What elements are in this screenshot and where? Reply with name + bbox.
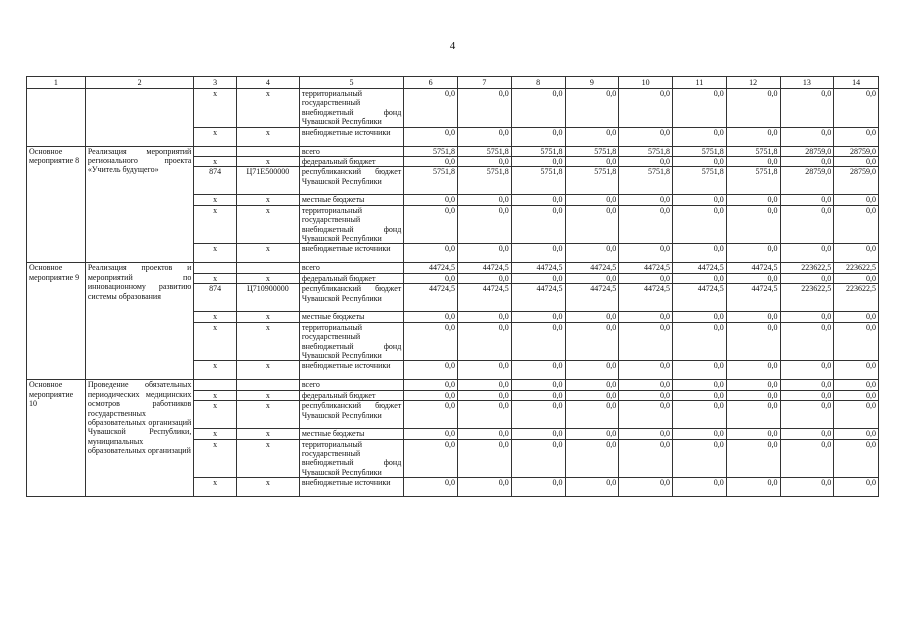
value-cell: 5751,8	[511, 146, 565, 156]
value-cell: 0,0	[565, 322, 619, 361]
value-cell: 0,0	[565, 439, 619, 478]
value-cell: 44724,5	[726, 284, 780, 312]
funding-source: федеральный бюджет	[299, 273, 403, 283]
budget-code	[236, 146, 299, 156]
event-status: Основное мероприятие 8	[27, 146, 86, 263]
value-cell: 0,0	[673, 244, 727, 263]
value-cell: 0,0	[565, 244, 619, 263]
value-cell: 0,0	[511, 205, 565, 244]
budget-code: x	[236, 322, 299, 361]
value-cell: 0,0	[619, 322, 673, 361]
value-cell: 0,0	[834, 401, 879, 429]
value-cell: 28759,0	[834, 146, 879, 156]
funding-source: местные бюджеты	[299, 195, 403, 205]
value-cell: 5751,8	[726, 167, 780, 195]
value-cell: 0,0	[458, 195, 512, 205]
responsible-code: x	[194, 273, 237, 283]
funding-source: внебюджетные источники	[299, 127, 403, 146]
value-cell: 0,0	[726, 401, 780, 429]
value-cell: 0,0	[780, 322, 834, 361]
funding-source: всего	[299, 263, 403, 273]
responsible-code: x	[194, 205, 237, 244]
column-number: 1	[27, 77, 86, 89]
value-cell: 0,0	[834, 322, 879, 361]
value-cell: 0,0	[404, 312, 458, 322]
value-cell: 0,0	[565, 390, 619, 400]
responsible-code: x	[194, 429, 237, 439]
column-number: 3	[194, 77, 237, 89]
value-cell: 0,0	[834, 127, 879, 146]
value-cell: 44724,5	[404, 263, 458, 273]
value-cell: 0,0	[565, 380, 619, 390]
table-row	[27, 89, 879, 128]
column-number: 12	[726, 77, 780, 89]
funding-source: территориальный государственный внебюджетный фонд Чувашской Республики	[299, 205, 403, 244]
responsible-code: x	[194, 401, 237, 429]
value-cell: 0,0	[619, 401, 673, 429]
value-cell: 0,0	[726, 380, 780, 390]
value-cell: 0,0	[726, 195, 780, 205]
budget-code: x	[236, 312, 299, 322]
value-cell: 0,0	[404, 429, 458, 439]
value-cell: 0,0	[565, 401, 619, 429]
value-cell: 0,0	[726, 478, 780, 497]
budget-code: x	[236, 439, 299, 478]
value-cell: 223622,5	[780, 263, 834, 273]
value-cell: 0,0	[458, 312, 512, 322]
value-cell: 5751,8	[673, 146, 727, 156]
value-cell: 0,0	[834, 89, 879, 128]
value-cell: 28759,0	[780, 167, 834, 195]
value-cell: 0,0	[780, 127, 834, 146]
value-cell: 0,0	[780, 273, 834, 283]
table-header	[27, 77, 879, 89]
value-cell: 0,0	[780, 429, 834, 439]
value-cell: 0,0	[511, 312, 565, 322]
value-cell: 44724,5	[673, 284, 727, 312]
value-cell: 0,0	[834, 312, 879, 322]
value-cell: 44724,5	[565, 284, 619, 312]
value-cell: 0,0	[673, 322, 727, 361]
value-cell: 0,0	[619, 195, 673, 205]
value-cell: 0,0	[619, 89, 673, 128]
value-cell: 0,0	[458, 157, 512, 167]
budget-code: x	[236, 195, 299, 205]
value-cell: 0,0	[673, 195, 727, 205]
value-cell: 0,0	[834, 361, 879, 380]
value-cell: 0,0	[404, 361, 458, 380]
value-cell: 0,0	[565, 127, 619, 146]
table-row	[27, 146, 879, 156]
value-cell: 5751,8	[726, 146, 780, 156]
value-cell: 0,0	[780, 89, 834, 128]
value-cell: 0,0	[619, 478, 673, 497]
value-cell: 0,0	[780, 312, 834, 322]
value-cell: 0,0	[834, 390, 879, 400]
value-cell: 0,0	[726, 157, 780, 167]
budget-code: x	[236, 157, 299, 167]
value-cell: 0,0	[726, 89, 780, 128]
value-cell: 0,0	[565, 205, 619, 244]
value-cell: 44724,5	[619, 284, 673, 312]
event-status: Основное мероприятие 10	[27, 380, 86, 497]
value-cell: 0,0	[511, 322, 565, 361]
event-name	[85, 89, 194, 147]
funding-source: всего	[299, 380, 403, 390]
budget-code: x	[236, 205, 299, 244]
value-cell: 0,0	[834, 244, 879, 263]
value-cell: 0,0	[458, 244, 512, 263]
value-cell: 0,0	[404, 157, 458, 167]
event-name: Реализация мероприятий регионального проекта «Учитель будущего»	[85, 146, 194, 263]
funding-source: республиканский бюджет Чувашской Республики	[299, 284, 403, 312]
funding-source: внебюджетные источники	[299, 361, 403, 380]
value-cell: 0,0	[565, 157, 619, 167]
value-cell: 0,0	[458, 127, 512, 146]
value-cell: 0,0	[726, 205, 780, 244]
value-cell: 0,0	[458, 439, 512, 478]
value-cell: 0,0	[619, 127, 673, 146]
value-cell: 223622,5	[834, 284, 879, 312]
value-cell: 0,0	[780, 157, 834, 167]
responsible-code: x	[194, 478, 237, 497]
column-number: 2	[85, 77, 194, 89]
value-cell: 0,0	[673, 361, 727, 380]
value-cell: 0,0	[619, 205, 673, 244]
value-cell: 0,0	[511, 429, 565, 439]
responsible-code: x	[194, 312, 237, 322]
value-cell: 44724,5	[458, 284, 512, 312]
funding-source: местные бюджеты	[299, 429, 403, 439]
column-number: 6	[404, 77, 458, 89]
value-cell: 0,0	[511, 89, 565, 128]
value-cell: 0,0	[780, 439, 834, 478]
value-cell: 28759,0	[780, 146, 834, 156]
budget-code	[236, 263, 299, 273]
value-cell: 0,0	[404, 478, 458, 497]
funding-source: внебюджетные источники	[299, 478, 403, 497]
responsible-code: 874	[194, 167, 237, 195]
value-cell: 0,0	[726, 127, 780, 146]
value-cell: 0,0	[565, 429, 619, 439]
value-cell: 0,0	[404, 439, 458, 478]
column-number-row	[27, 77, 879, 89]
value-cell: 44724,5	[511, 284, 565, 312]
column-number: 7	[458, 77, 512, 89]
funding-source: территориальный государственный внебюджетный фонд Чувашской Республики	[299, 439, 403, 478]
value-cell: 0,0	[673, 401, 727, 429]
value-cell: 0,0	[619, 273, 673, 283]
value-cell: 0,0	[619, 429, 673, 439]
column-number: 9	[565, 77, 619, 89]
value-cell: 0,0	[458, 401, 512, 429]
value-cell: 0,0	[673, 429, 727, 439]
responsible-code: x	[194, 439, 237, 478]
column-number: 8	[511, 77, 565, 89]
budget-code: x	[236, 478, 299, 497]
value-cell: 0,0	[565, 312, 619, 322]
responsible-code	[194, 380, 237, 390]
value-cell: 0,0	[673, 205, 727, 244]
funding-source: внебюджетные источники	[299, 244, 403, 263]
value-cell: 0,0	[511, 439, 565, 478]
funding-source: местные бюджеты	[299, 312, 403, 322]
event-status: Основное мероприятие 9	[27, 263, 86, 380]
column-number: 5	[299, 77, 403, 89]
budget-table	[26, 76, 879, 497]
value-cell: 0,0	[619, 380, 673, 390]
value-cell: 0,0	[780, 390, 834, 400]
value-cell: 44724,5	[458, 263, 512, 273]
value-cell: 5751,8	[673, 167, 727, 195]
value-cell: 223622,5	[834, 263, 879, 273]
value-cell: 44724,5	[673, 263, 727, 273]
column-number: 13	[780, 77, 834, 89]
value-cell: 5751,8	[404, 146, 458, 156]
budget-code: x	[236, 89, 299, 128]
value-cell: 0,0	[619, 244, 673, 263]
value-cell: 0,0	[780, 478, 834, 497]
budget-code	[236, 380, 299, 390]
value-cell: 0,0	[834, 157, 879, 167]
value-cell: 0,0	[834, 195, 879, 205]
value-cell: 0,0	[834, 205, 879, 244]
value-cell: 0,0	[565, 89, 619, 128]
value-cell: 0,0	[458, 89, 512, 128]
value-cell: 0,0	[673, 273, 727, 283]
value-cell: 0,0	[404, 244, 458, 263]
table-row	[27, 380, 879, 390]
value-cell: 0,0	[565, 195, 619, 205]
funding-source: территориальный государственный внебюджетный фонд Чувашской Республики	[299, 89, 403, 128]
value-cell: 44724,5	[726, 263, 780, 273]
value-cell: 5751,8	[458, 167, 512, 195]
budget-code: x	[236, 429, 299, 439]
budget-code: x	[236, 390, 299, 400]
event-name: Реализация проектов и мероприятий по инновационному развитию системы образования	[85, 263, 194, 380]
value-cell: 44724,5	[565, 263, 619, 273]
value-cell: 5751,8	[404, 167, 458, 195]
value-cell: 0,0	[780, 195, 834, 205]
value-cell: 0,0	[458, 478, 512, 497]
value-cell: 0,0	[780, 205, 834, 244]
value-cell: 0,0	[673, 380, 727, 390]
value-cell: 0,0	[511, 273, 565, 283]
responsible-code: x	[194, 244, 237, 263]
value-cell: 0,0	[458, 205, 512, 244]
value-cell: 0,0	[673, 439, 727, 478]
value-cell: 0,0	[619, 390, 673, 400]
value-cell: 0,0	[511, 244, 565, 263]
table-body	[27, 89, 879, 497]
value-cell: 0,0	[673, 478, 727, 497]
value-cell: 0,0	[726, 390, 780, 400]
responsible-code	[194, 146, 237, 156]
value-cell: 0,0	[673, 312, 727, 322]
value-cell: 0,0	[780, 244, 834, 263]
budget-code: x	[236, 401, 299, 429]
responsible-code: x	[194, 127, 237, 146]
value-cell: 0,0	[404, 322, 458, 361]
value-cell: 0,0	[834, 429, 879, 439]
value-cell: 0,0	[565, 273, 619, 283]
value-cell: 0,0	[458, 429, 512, 439]
value-cell: 0,0	[404, 195, 458, 205]
column-number: 10	[619, 77, 673, 89]
value-cell: 0,0	[619, 361, 673, 380]
value-cell: 0,0	[404, 205, 458, 244]
value-cell: 0,0	[458, 390, 512, 400]
column-number: 11	[673, 77, 727, 89]
value-cell: 5751,8	[619, 146, 673, 156]
funding-source: республиканский бюджет Чувашской Республики	[299, 401, 403, 429]
page-number: 4	[449, 40, 456, 52]
table-row	[27, 263, 879, 273]
value-cell: 0,0	[511, 361, 565, 380]
event-name: Проведение обязательных периодических медицинских осмотров работников государственных образовательных организаций Чувашской Республики, муниципальных образовательных организаций	[85, 380, 194, 497]
value-cell: 5751,8	[565, 146, 619, 156]
budget-code: x	[236, 361, 299, 380]
responsible-code: x	[194, 89, 237, 128]
responsible-code: x	[194, 195, 237, 205]
value-cell: 0,0	[511, 478, 565, 497]
value-cell: 0,0	[511, 157, 565, 167]
value-cell: 0,0	[619, 312, 673, 322]
value-cell: 0,0	[619, 439, 673, 478]
value-cell: 0,0	[511, 401, 565, 429]
value-cell: 0,0	[673, 390, 727, 400]
value-cell: 0,0	[726, 361, 780, 380]
value-cell: 5751,8	[619, 167, 673, 195]
value-cell: 0,0	[404, 380, 458, 390]
value-cell: 0,0	[726, 322, 780, 361]
value-cell: 44724,5	[619, 263, 673, 273]
value-cell: 0,0	[726, 429, 780, 439]
value-cell: 0,0	[834, 273, 879, 283]
value-cell: 0,0	[673, 89, 727, 128]
value-cell: 0,0	[404, 127, 458, 146]
value-cell: 0,0	[726, 244, 780, 263]
value-cell: 0,0	[726, 312, 780, 322]
value-cell: 0,0	[565, 478, 619, 497]
value-cell: 5751,8	[511, 167, 565, 195]
value-cell: 0,0	[458, 361, 512, 380]
value-cell: 0,0	[565, 361, 619, 380]
event-status	[27, 89, 86, 147]
responsible-code: x	[194, 390, 237, 400]
responsible-code: x	[194, 322, 237, 361]
responsible-code: x	[194, 157, 237, 167]
responsible-code: 874	[194, 284, 237, 312]
value-cell: 5751,8	[565, 167, 619, 195]
value-cell: 0,0	[458, 380, 512, 390]
value-cell: 0,0	[511, 380, 565, 390]
budget-code: x	[236, 273, 299, 283]
column-number: 14	[834, 77, 879, 89]
value-cell: 0,0	[834, 439, 879, 478]
budget-code: x	[236, 127, 299, 146]
responsible-code	[194, 263, 237, 273]
value-cell: 5751,8	[458, 146, 512, 156]
value-cell: 0,0	[834, 478, 879, 497]
value-cell: 0,0	[404, 273, 458, 283]
value-cell: 0,0	[458, 273, 512, 283]
funding-source: территориальный государственный внебюджетный фонд Чувашской Республики	[299, 322, 403, 361]
value-cell: 0,0	[726, 273, 780, 283]
value-cell: 0,0	[673, 157, 727, 167]
value-cell: 0,0	[404, 401, 458, 429]
budget-code: Ц710900000	[236, 284, 299, 312]
value-cell: 44724,5	[404, 284, 458, 312]
value-cell: 28759,0	[834, 167, 879, 195]
funding-source: федеральный бюджет	[299, 157, 403, 167]
funding-source: федеральный бюджет	[299, 390, 403, 400]
budget-code: x	[236, 244, 299, 263]
value-cell: 223622,5	[780, 284, 834, 312]
value-cell: 0,0	[780, 401, 834, 429]
value-cell: 0,0	[726, 439, 780, 478]
value-cell: 0,0	[780, 361, 834, 380]
value-cell: 0,0	[511, 195, 565, 205]
value-cell: 0,0	[780, 380, 834, 390]
funding-source: всего	[299, 146, 403, 156]
column-number: 4	[236, 77, 299, 89]
value-cell: 0,0	[834, 380, 879, 390]
value-cell: 0,0	[404, 89, 458, 128]
value-cell: 0,0	[673, 127, 727, 146]
value-cell: 0,0	[458, 322, 512, 361]
responsible-code: x	[194, 361, 237, 380]
value-cell: 0,0	[404, 390, 458, 400]
value-cell: 0,0	[619, 157, 673, 167]
value-cell: 0,0	[511, 127, 565, 146]
funding-source: республиканский бюджет Чувашской Республики	[299, 167, 403, 195]
value-cell: 44724,5	[511, 263, 565, 273]
value-cell: 0,0	[511, 390, 565, 400]
budget-code: Ц71Е500000	[236, 167, 299, 195]
